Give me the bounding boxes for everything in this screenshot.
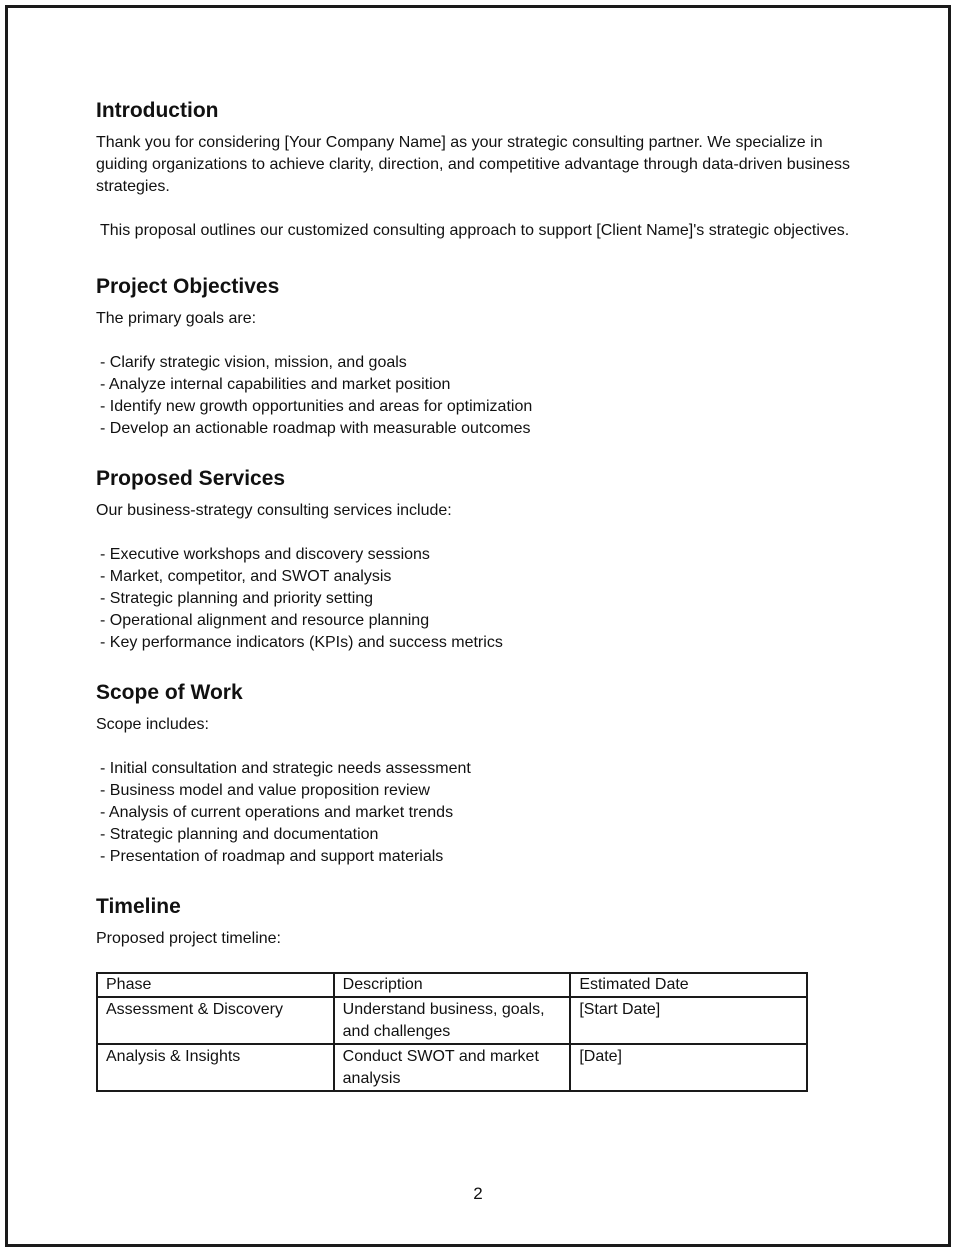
timeline-table [96, 972, 808, 1092]
table-row [97, 1044, 807, 1091]
list-item: - Market, competitor, and SWOT analysis [100, 566, 856, 588]
list-item: - Identify new growth opportunities and areas for optimization [100, 396, 856, 418]
table-header-cell: Description [334, 973, 571, 997]
list-item: - Operational alignment and resource planning [100, 610, 856, 632]
objectives-list [96, 352, 856, 440]
list-item: - Strategic planning and documentation [100, 824, 856, 846]
table-cell: Assessment & Discovery [97, 997, 334, 1044]
table-header-cell: Estimated Date [570, 973, 807, 997]
list-item: - Clarify strategic vision, mission, and goals [100, 352, 856, 374]
table-cell: Conduct SWOT and market analysis [334, 1044, 571, 1091]
table-header-cell: Phase [97, 973, 334, 997]
list-item: - Executive workshops and discovery sessions [100, 544, 856, 566]
introduction-paragraph-1: Thank you for considering [Your Company Name] as your strategic consulting partner. We specialize in guiding organizations to achieve clarity, direction, and competitive advantage through data-driven business strategies. [96, 134, 850, 195]
introduction-section [96, 98, 856, 242]
scope-section [96, 680, 856, 868]
list-item: - Strategic planning and priority setting [100, 588, 856, 610]
table-cell: [Date] [570, 1044, 807, 1091]
table-cell: Analysis & Insights [97, 1044, 334, 1091]
objectives-lead: The primary goals are: [96, 310, 257, 327]
list-item: - Business model and value proposition review [100, 780, 856, 802]
services-section [96, 466, 856, 654]
timeline-lead: Proposed project timeline: [96, 930, 281, 947]
scope-heading: Scope of Work [96, 681, 243, 704]
services-lead: Our business-strategy consulting services include: [96, 502, 452, 519]
timeline-section [96, 894, 856, 1092]
list-item: - Presentation of roadmap and support materials [100, 846, 856, 868]
scope-lead: Scope includes: [96, 716, 209, 733]
objectives-section [96, 274, 856, 440]
services-list [96, 544, 856, 654]
page-number: 2 [473, 1184, 483, 1203]
introduction-paragraph-2: This proposal outlines our customized consulting approach to support [Client Name]'s strategic objectives. [100, 222, 850, 239]
introduction-heading: Introduction [96, 99, 219, 122]
list-item: - Analysis of current operations and market trends [100, 802, 856, 824]
document-page [5, 5, 951, 1247]
list-item: - Initial consultation and strategic needs assessment [100, 758, 856, 780]
services-heading: Proposed Services [96, 467, 286, 490]
table-cell: [Start Date] [570, 997, 807, 1044]
table-header-row [97, 973, 807, 997]
list-item: - Develop an actionable roadmap with measurable outcomes [100, 418, 856, 440]
list-item: - Analyze internal capabilities and market position [100, 374, 856, 396]
objectives-heading: Project Objectives [96, 275, 280, 298]
table-cell: Understand business, goals, and challenges [334, 997, 571, 1044]
page-content [96, 98, 856, 1118]
list-item: - Key performance indicators (KPIs) and success metrics [100, 632, 856, 654]
timeline-heading: Timeline [96, 895, 181, 918]
table-row [97, 997, 807, 1044]
scope-list [96, 758, 856, 868]
